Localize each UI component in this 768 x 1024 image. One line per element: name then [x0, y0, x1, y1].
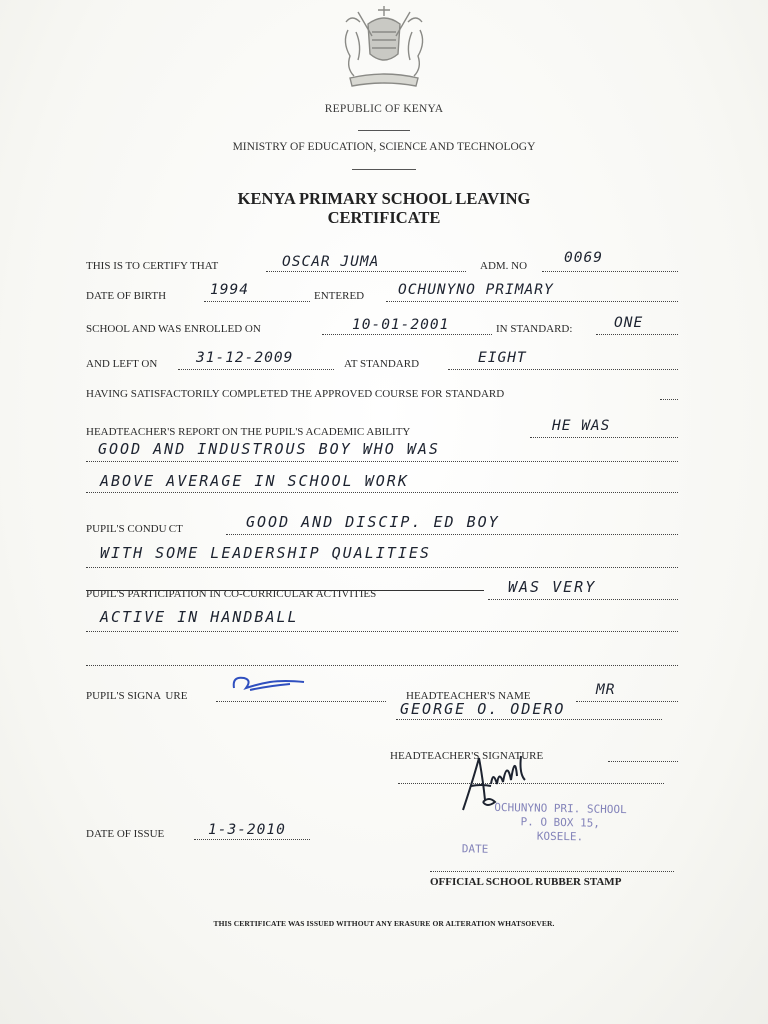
issue-label: DATE OF ISSUE	[86, 828, 165, 840]
stamp-line-1: OCHUNYNO PRI. SCHOOL	[494, 800, 627, 817]
certify-label: THIS IS TO CERTIFY THAT	[86, 260, 219, 272]
certificate-title: KENYA PRIMARY SCHOOL LEAVING	[237, 189, 531, 208]
headteacher-signature-line	[608, 760, 678, 762]
cocurricular-line	[488, 598, 678, 600]
report-line-3	[86, 492, 678, 493]
cocurricular-label: PUPIL'S PARTICIPATION IN CO-CURRICULAR ACTIVITIES	[86, 588, 377, 600]
divider	[358, 130, 410, 131]
cocurricular-row	[86, 580, 678, 602]
in-standard-label: IN STANDARD:	[496, 323, 573, 335]
adm-line	[542, 270, 678, 272]
completed-label: HAVING SATISFACTORILY COMPLETED THE APPROVED COURSE FOR STANDARD	[86, 388, 505, 400]
enrolled-label: SCHOOL AND WAS ENROLLED ON	[86, 323, 261, 335]
in-standard: ONE	[614, 315, 644, 331]
cocurricular-text-2: ACTIVE IN HANDBALL	[100, 608, 299, 626]
certificate-title-line2: CERTIFICATE	[327, 208, 441, 227]
report-row	[86, 418, 678, 440]
name-line	[266, 270, 466, 272]
republic-heading: REPUBLIC OF KENYA	[324, 103, 444, 115]
at-standard-label: AT STANDARD	[344, 358, 420, 370]
conduct-text-2: WITH SOME LEADERSHIP QUALITIES	[100, 544, 431, 562]
in-standard-line	[596, 333, 678, 335]
pupil-signature-label: PUPIL'S SIGNA URE	[86, 690, 188, 702]
headteacher-name-label: HEADTEACHER'S NAME	[406, 690, 531, 702]
enrolled-date: 10-01-2001	[352, 317, 450, 333]
pupil-signature-line	[216, 700, 386, 702]
report-label: HEADTEACHER'S REPORT ON THE PUPIL'S ACADEMIC ABILITY	[86, 426, 411, 438]
dob-row	[86, 282, 678, 304]
left-row	[86, 350, 678, 372]
stamp-line-4: DATE	[461, 842, 489, 856]
conduct-row	[86, 515, 678, 537]
left-date: 31-12-2009	[196, 350, 294, 366]
divider	[352, 169, 416, 170]
adm-number: 0069	[564, 250, 603, 266]
kenya-coat-of-arms-icon	[328, 2, 440, 90]
conduct-line-2	[86, 567, 678, 568]
school-name: OCHUNYNO PRIMARY	[398, 282, 554, 298]
report-text-1: HE WAS	[552, 418, 611, 434]
report-line	[530, 436, 678, 438]
pupil-signature	[228, 670, 308, 696]
completed-line	[660, 398, 678, 400]
conduct-text-1: GOOD AND DISCIP. ED BOY	[246, 513, 500, 531]
entered-label: ENTERED	[314, 290, 365, 302]
headteacher-name-1: MR	[596, 682, 616, 698]
signature-row	[86, 682, 678, 704]
issue-date: 1-3-2010	[208, 822, 286, 838]
at-standard-line	[448, 368, 678, 370]
name-row	[86, 252, 678, 274]
issue-row	[86, 820, 326, 842]
headteacher-signature-label: HEADTEACHER'S SIGNATURE	[390, 750, 544, 762]
school-rubber-stamp	[449, 800, 670, 874]
stamp-line-2: P. O BOX 15,	[520, 815, 601, 830]
blank-line	[86, 665, 678, 666]
report-text-2: GOOD AND INDUSTROUS BOY WHO WAS	[98, 440, 440, 458]
rubber-stamp-label: OFFICIAL SCHOOL RUBBER STAMP	[430, 876, 622, 888]
date-of-birth: 1994	[210, 282, 249, 298]
dob-line	[204, 300, 310, 302]
at-standard: EIGHT	[478, 350, 527, 366]
ministry-heading: MINISTRY OF EDUCATION, SCIENCE AND TECHNOLOGY	[232, 141, 536, 153]
report-text-3: ABOVE AVERAGE IN SCHOOL WORK	[100, 472, 409, 490]
certificate-footer-note: THIS CERTIFICATE WAS ISSUED WITHOUT ANY ERASURE OR ALTERATION WHATSOEVER.	[213, 919, 555, 928]
report-line-2	[86, 461, 678, 462]
headteacher-name-line	[576, 700, 678, 702]
enrolled-row	[86, 315, 678, 337]
headteacher-name-2: GEORGE O. ODERO	[400, 700, 566, 718]
left-line	[178, 368, 334, 370]
left-label: AND LEFT ON	[86, 358, 158, 370]
cocurricular-line-2	[86, 631, 678, 632]
cocurricular-text-1: WAS VERY	[508, 578, 597, 596]
adm-label: ADM. NO	[480, 260, 528, 272]
issue-line	[194, 838, 310, 840]
conduct-label: PUPIL'S CONDU CT	[86, 523, 183, 535]
strikethrough	[86, 590, 484, 591]
pupil-name: OSCAR JUMA	[282, 254, 380, 270]
headteacher-name-line-2	[396, 718, 662, 720]
stamp-line-3: KOSELE.	[536, 829, 584, 844]
conduct-line	[226, 533, 678, 535]
school-line	[386, 300, 678, 302]
dob-label: DATE OF BIRTH	[86, 290, 167, 302]
enrolled-line	[322, 333, 492, 335]
stamp-line	[430, 870, 674, 872]
completed-row	[86, 380, 678, 402]
